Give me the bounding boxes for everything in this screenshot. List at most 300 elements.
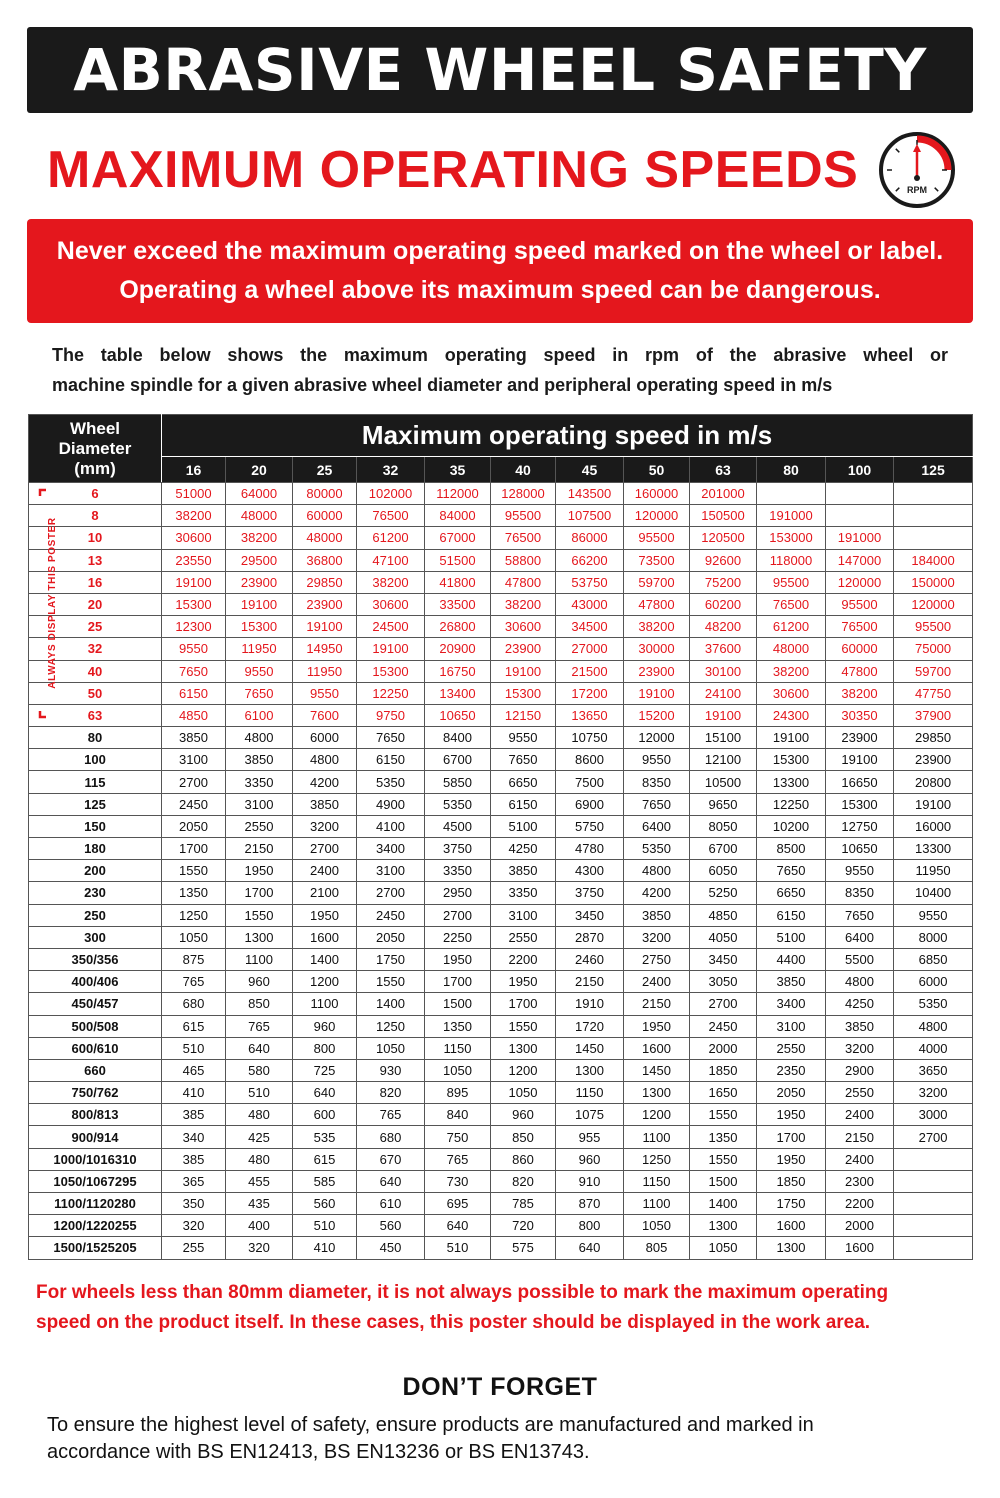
speed-cell: 1050 bbox=[690, 1237, 757, 1259]
intro-line-1: The table below shows the maximum operating speed in rpm of the abrasive wheel or bbox=[52, 345, 948, 365]
speed-cell: 20900 bbox=[425, 638, 491, 660]
speed-cell: 75200 bbox=[690, 571, 757, 593]
speed-cell: 3100 bbox=[226, 793, 293, 815]
speed-cell bbox=[894, 1148, 973, 1170]
speed-cell: 16000 bbox=[894, 815, 973, 837]
speed-cell: 1600 bbox=[826, 1237, 894, 1259]
speed-cell: 385 bbox=[162, 1148, 226, 1170]
speed-cell bbox=[894, 1193, 973, 1215]
diameter-cell: 1200/1220255 bbox=[29, 1215, 162, 1237]
speed-cell: 23900 bbox=[226, 571, 293, 593]
speed-cell: 8350 bbox=[826, 882, 894, 904]
speed-cell: 1950 bbox=[293, 904, 357, 926]
table-row bbox=[29, 882, 973, 904]
speed-cell: 6000 bbox=[293, 727, 357, 749]
speed-cell: 38200 bbox=[624, 616, 690, 638]
table-row bbox=[29, 926, 973, 948]
speed-cell: 930 bbox=[357, 1059, 425, 1081]
speed-cell: 2300 bbox=[826, 1170, 894, 1192]
speed-cell: 785 bbox=[491, 1193, 556, 1215]
speed-cell: 38200 bbox=[826, 682, 894, 704]
speed-cell: 12250 bbox=[357, 682, 425, 704]
speed-cell: 805 bbox=[624, 1237, 690, 1259]
diameter-cell: 63 bbox=[29, 704, 162, 726]
speed-cell: 59700 bbox=[894, 660, 973, 682]
diameter-cell: 600/610 bbox=[29, 1037, 162, 1059]
diameter-cell: 500/508 bbox=[29, 1015, 162, 1037]
speed-cell: 4800 bbox=[293, 749, 357, 771]
speed-cell: 53750 bbox=[556, 571, 624, 593]
speed-cell: 2000 bbox=[690, 1037, 757, 1059]
speed-cell: 2400 bbox=[826, 1104, 894, 1126]
speed-cell: 1700 bbox=[491, 993, 556, 1015]
speed-cell: 960 bbox=[226, 971, 293, 993]
speed-cell: 340 bbox=[162, 1126, 226, 1148]
speed-cell: 2050 bbox=[357, 926, 425, 948]
speed-cell: 150500 bbox=[690, 505, 757, 527]
speed-cell: 30600 bbox=[162, 527, 226, 549]
speed-cell: 4800 bbox=[826, 971, 894, 993]
speed-cell: 2000 bbox=[826, 1215, 894, 1237]
speed-column-header: 50 bbox=[624, 457, 690, 483]
speed-cell: 2550 bbox=[491, 926, 556, 948]
speed-cell: 6150 bbox=[491, 793, 556, 815]
diameter-cell: 1000/1016310 bbox=[29, 1148, 162, 1170]
speed-cell: 4200 bbox=[624, 882, 690, 904]
speed-cell: 680 bbox=[357, 1126, 425, 1148]
speed-cell: 59700 bbox=[624, 571, 690, 593]
speed-cell: 86000 bbox=[556, 527, 624, 549]
diameter-cell: 40 bbox=[29, 660, 162, 682]
table-row bbox=[29, 527, 973, 549]
table-row bbox=[29, 727, 973, 749]
diameter-cell: 800/813 bbox=[29, 1104, 162, 1126]
poster-subtitle: MAXIMUM OPERATING SPEEDS bbox=[47, 141, 859, 199]
speed-column-header: 45 bbox=[556, 457, 624, 483]
speed-cell: 95500 bbox=[826, 593, 894, 615]
speed-cell: 12250 bbox=[757, 793, 826, 815]
diameter-cell: 32 bbox=[29, 638, 162, 660]
speed-cell: 3100 bbox=[757, 1015, 826, 1037]
speed-cell: 535 bbox=[293, 1126, 357, 1148]
speed-cell: 23900 bbox=[826, 727, 894, 749]
speed-cell: 9550 bbox=[491, 727, 556, 749]
speed-cell: 6700 bbox=[425, 749, 491, 771]
speed-cell: 7600 bbox=[293, 704, 357, 726]
speed-cell: 7650 bbox=[757, 860, 826, 882]
side-label-bracket bbox=[30, 487, 70, 720]
speed-cell: 30000 bbox=[624, 638, 690, 660]
speed-cell: 2150 bbox=[826, 1126, 894, 1148]
speed-cell: 480 bbox=[226, 1148, 293, 1170]
table-row bbox=[29, 1193, 973, 1215]
table-row bbox=[29, 593, 973, 615]
speed-cell: 38200 bbox=[491, 593, 556, 615]
speed-cell: 400 bbox=[226, 1215, 293, 1237]
speed-cell: 23900 bbox=[491, 638, 556, 660]
diameter-cell: 25 bbox=[29, 616, 162, 638]
speed-cell: 1100 bbox=[624, 1126, 690, 1148]
speed-cell: 1950 bbox=[624, 1015, 690, 1037]
speed-cell: 765 bbox=[357, 1104, 425, 1126]
speed-cell: 11950 bbox=[226, 638, 293, 660]
speed-cell: 75000 bbox=[894, 638, 973, 660]
speed-cell: 118000 bbox=[757, 549, 826, 571]
speed-cell: 2550 bbox=[226, 815, 293, 837]
speed-cell: 6000 bbox=[894, 971, 973, 993]
speed-cell: 615 bbox=[293, 1148, 357, 1170]
speed-cell: 26800 bbox=[425, 616, 491, 638]
speed-cell: 435 bbox=[226, 1193, 293, 1215]
speed-cell: 36800 bbox=[293, 549, 357, 571]
speed-cell: 3450 bbox=[690, 948, 757, 970]
speed-cell: 120000 bbox=[624, 505, 690, 527]
speed-cell: 1700 bbox=[226, 882, 293, 904]
speed-cell: 510 bbox=[425, 1237, 491, 1259]
speed-cell: 455 bbox=[226, 1170, 293, 1192]
speed-cell: 1950 bbox=[226, 860, 293, 882]
speed-cell: 1950 bbox=[425, 948, 491, 970]
speed-cell bbox=[894, 1215, 973, 1237]
speed-cell: 24100 bbox=[690, 682, 757, 704]
speed-cell: 2200 bbox=[491, 948, 556, 970]
speed-cell: 1600 bbox=[624, 1037, 690, 1059]
side-label-text: ALWAYS DISPLAY THIS POSTER bbox=[47, 517, 58, 689]
speed-cell: 23900 bbox=[894, 749, 973, 771]
speed-cell: 5350 bbox=[624, 838, 690, 860]
speed-cell: 1250 bbox=[357, 1015, 425, 1037]
speed-cell: 640 bbox=[357, 1170, 425, 1192]
speed-cell: 1550 bbox=[226, 904, 293, 926]
table-row bbox=[29, 1082, 973, 1104]
speed-cell: 1300 bbox=[556, 1059, 624, 1081]
speed-cell: 67000 bbox=[425, 527, 491, 549]
table-row bbox=[29, 749, 973, 771]
speed-cell: 48000 bbox=[293, 527, 357, 549]
speed-cell: 84000 bbox=[425, 505, 491, 527]
speed-cell: 8050 bbox=[690, 815, 757, 837]
speed-cell: 1550 bbox=[162, 860, 226, 882]
speed-cell: 1720 bbox=[556, 1015, 624, 1037]
speed-cell: 8000 bbox=[894, 926, 973, 948]
diameter-cell: 1500/1525205 bbox=[29, 1237, 162, 1259]
table-row bbox=[29, 1037, 973, 1059]
speed-cell: 2250 bbox=[425, 926, 491, 948]
speed-cell: 184000 bbox=[894, 549, 973, 571]
diameter-cell: 250 bbox=[29, 904, 162, 926]
speed-cell: 465 bbox=[162, 1059, 226, 1081]
speed-cell: 15300 bbox=[491, 682, 556, 704]
speed-cell: 3850 bbox=[226, 749, 293, 771]
speed-cell: 30350 bbox=[826, 704, 894, 726]
diameter-cell: 100 bbox=[29, 749, 162, 771]
speed-cell: 1100 bbox=[226, 948, 293, 970]
speed-cell: 38200 bbox=[757, 660, 826, 682]
table-row bbox=[29, 771, 973, 793]
speed-cell: 765 bbox=[425, 1148, 491, 1170]
speed-cell: 24300 bbox=[757, 704, 826, 726]
speed-cell: 8350 bbox=[624, 771, 690, 793]
speed-cell: 48200 bbox=[690, 616, 757, 638]
speed-cell: 1700 bbox=[425, 971, 491, 993]
final-note bbox=[47, 1412, 957, 1466]
speed-cell bbox=[826, 483, 894, 505]
speed-cell: 7650 bbox=[226, 682, 293, 704]
speed-cell: 2460 bbox=[556, 948, 624, 970]
speed-cell: 6050 bbox=[690, 860, 757, 882]
speed-cell: 3200 bbox=[624, 926, 690, 948]
speed-cell: 48000 bbox=[757, 638, 826, 660]
speed-cell: 9550 bbox=[894, 904, 973, 926]
speed-cell: 47800 bbox=[826, 660, 894, 682]
speed-cell: 9550 bbox=[293, 682, 357, 704]
speed-cell: 9550 bbox=[826, 860, 894, 882]
speed-cell: 1650 bbox=[690, 1082, 757, 1104]
diameter-cell: 1100/1120280 bbox=[29, 1193, 162, 1215]
table-row bbox=[29, 860, 973, 882]
speed-cell: 2870 bbox=[556, 926, 624, 948]
speed-cell: 120000 bbox=[894, 593, 973, 615]
speed-cell: 1350 bbox=[690, 1126, 757, 1148]
speed-cell: 51000 bbox=[162, 483, 226, 505]
speed-cell: 8500 bbox=[757, 838, 826, 860]
speed-cell: 2900 bbox=[826, 1059, 894, 1081]
speed-cell: 3450 bbox=[556, 904, 624, 926]
speed-cell: 510 bbox=[293, 1215, 357, 1237]
speed-cell: 4800 bbox=[894, 1015, 973, 1037]
speed-cell: 3750 bbox=[425, 838, 491, 860]
speed-cell: 6900 bbox=[556, 793, 624, 815]
speed-cell: 19100 bbox=[624, 682, 690, 704]
speed-cell: 5100 bbox=[491, 815, 556, 837]
footnote-line-1: For wheels less than 80mm diameter, it is not always possible to mark the maximum operating bbox=[36, 1282, 889, 1303]
speed-cell: 19100 bbox=[293, 616, 357, 638]
speed-cell: 11950 bbox=[293, 660, 357, 682]
speed-cell: 3200 bbox=[894, 1082, 973, 1104]
speed-cell: 580 bbox=[226, 1059, 293, 1081]
speed-cell: 895 bbox=[425, 1082, 491, 1104]
dont-forget-heading: DON’T FORGET bbox=[402, 1373, 598, 1401]
speed-cell: 24500 bbox=[357, 616, 425, 638]
speed-cell: 2400 bbox=[293, 860, 357, 882]
speed-cell: 9750 bbox=[357, 704, 425, 726]
speed-cell: 1200 bbox=[293, 971, 357, 993]
speed-cell: 410 bbox=[293, 1237, 357, 1259]
diameter-cell: 13 bbox=[29, 549, 162, 571]
table-row bbox=[29, 1015, 973, 1037]
speed-cell: 2550 bbox=[757, 1037, 826, 1059]
speed-cell: 960 bbox=[293, 1015, 357, 1037]
table-row bbox=[29, 616, 973, 638]
speed-cell: 76500 bbox=[357, 505, 425, 527]
speed-cell: 38200 bbox=[357, 571, 425, 593]
speed-cell: 3850 bbox=[757, 971, 826, 993]
speed-cell: 37600 bbox=[690, 638, 757, 660]
speed-cell: 2400 bbox=[826, 1148, 894, 1170]
speed-cell: 15300 bbox=[357, 660, 425, 682]
speed-cell: 43000 bbox=[556, 593, 624, 615]
speed-cell: 5100 bbox=[757, 926, 826, 948]
speed-cell: 1050 bbox=[491, 1082, 556, 1104]
speed-cell: 47800 bbox=[491, 571, 556, 593]
rpm-gauge-icon bbox=[877, 130, 957, 210]
speed-cell: 640 bbox=[226, 1037, 293, 1059]
speed-cell: 112000 bbox=[425, 483, 491, 505]
speed-cell: 47750 bbox=[894, 682, 973, 704]
speed-cell: 15300 bbox=[162, 593, 226, 615]
speed-cell bbox=[894, 505, 973, 527]
speed-cell: 320 bbox=[226, 1237, 293, 1259]
speed-cell: 7650 bbox=[624, 793, 690, 815]
speed-cell: 38200 bbox=[226, 527, 293, 549]
speed-cell: 1910 bbox=[556, 993, 624, 1015]
speed-cell: 10650 bbox=[826, 838, 894, 860]
speed-cell: 27000 bbox=[556, 638, 624, 660]
speed-column-header: 35 bbox=[425, 457, 491, 483]
speed-cell: 30600 bbox=[357, 593, 425, 615]
speed-cell: 3400 bbox=[757, 993, 826, 1015]
diameter-cell: 350/356 bbox=[29, 948, 162, 970]
speed-cell: 58800 bbox=[491, 549, 556, 571]
speed-cell: 15300 bbox=[757, 749, 826, 771]
speed-cell: 51500 bbox=[425, 549, 491, 571]
speed-cell: 3100 bbox=[491, 904, 556, 926]
speed-cell: 5250 bbox=[690, 882, 757, 904]
speed-table bbox=[28, 414, 973, 1260]
diameter-cell: 180 bbox=[29, 838, 162, 860]
table-row bbox=[29, 660, 973, 682]
speed-cell: 1050 bbox=[357, 1037, 425, 1059]
table-row bbox=[29, 838, 973, 860]
speed-cell: 191000 bbox=[826, 527, 894, 549]
speed-cell: 2700 bbox=[293, 838, 357, 860]
speed-cell: 80000 bbox=[293, 483, 357, 505]
speed-cell: 4780 bbox=[556, 838, 624, 860]
speed-cell: 95500 bbox=[491, 505, 556, 527]
speed-cell: 425 bbox=[226, 1126, 293, 1148]
speed-cell: 1300 bbox=[690, 1215, 757, 1237]
speed-cell bbox=[757, 483, 826, 505]
speed-cell: 7650 bbox=[357, 727, 425, 749]
speed-cell: 4850 bbox=[690, 904, 757, 926]
speed-cell: 1950 bbox=[757, 1104, 826, 1126]
speed-cell: 1350 bbox=[425, 1015, 491, 1037]
speed-cell: 1400 bbox=[357, 993, 425, 1015]
speed-cell: 1200 bbox=[491, 1059, 556, 1081]
speed-cell: 4200 bbox=[293, 771, 357, 793]
speed-cell: 34500 bbox=[556, 616, 624, 638]
speed-cell: 23550 bbox=[162, 549, 226, 571]
speed-cell: 9550 bbox=[226, 660, 293, 682]
speed-cell: 6150 bbox=[162, 682, 226, 704]
speed-cell: 3650 bbox=[894, 1059, 973, 1081]
diameter-cell: 200 bbox=[29, 860, 162, 882]
speed-cell: 3200 bbox=[293, 815, 357, 837]
speed-cell: 12750 bbox=[826, 815, 894, 837]
speed-cell: 640 bbox=[293, 1082, 357, 1104]
speed-cell: 30600 bbox=[757, 682, 826, 704]
speed-column-header: 63 bbox=[690, 457, 757, 483]
diameter-cell: 750/762 bbox=[29, 1082, 162, 1104]
speed-cell: 61200 bbox=[357, 527, 425, 549]
speed-cell: 13300 bbox=[757, 771, 826, 793]
speed-cell: 910 bbox=[556, 1170, 624, 1192]
speed-column-header: 20 bbox=[226, 457, 293, 483]
speed-cell: 17200 bbox=[556, 682, 624, 704]
speed-cell: 725 bbox=[293, 1059, 357, 1081]
speed-column-header: 80 bbox=[757, 457, 826, 483]
speed-cell: 510 bbox=[162, 1037, 226, 1059]
speed-cell: 3850 bbox=[826, 1015, 894, 1037]
speed-column-header: 25 bbox=[293, 457, 357, 483]
speed-cell: 7650 bbox=[491, 749, 556, 771]
speed-cell: 4000 bbox=[894, 1037, 973, 1059]
speed-cell: 1300 bbox=[757, 1237, 826, 1259]
speed-cell: 955 bbox=[556, 1126, 624, 1148]
speed-cell: 4850 bbox=[162, 704, 226, 726]
speed-header: Maximum operating speed in m/s bbox=[162, 415, 973, 457]
table-row bbox=[29, 571, 973, 593]
speed-cell: 960 bbox=[556, 1148, 624, 1170]
speed-cell: 3050 bbox=[690, 971, 757, 993]
speed-cell: 8400 bbox=[425, 727, 491, 749]
speed-cell: 1300 bbox=[226, 926, 293, 948]
speed-cell: 820 bbox=[491, 1170, 556, 1192]
speed-cell: 1150 bbox=[425, 1037, 491, 1059]
speed-cell: 2700 bbox=[894, 1126, 973, 1148]
diameter-cell: 125 bbox=[29, 793, 162, 815]
speed-cell: 37900 bbox=[894, 704, 973, 726]
speed-cell: 4250 bbox=[826, 993, 894, 1015]
intro-text bbox=[52, 340, 948, 400]
speed-cell: 450 bbox=[357, 1237, 425, 1259]
speed-cell: 128000 bbox=[491, 483, 556, 505]
speed-cell: 1550 bbox=[690, 1148, 757, 1170]
speed-cell: 1100 bbox=[624, 1193, 690, 1215]
speed-cell: 120000 bbox=[826, 571, 894, 593]
speed-cell: 29500 bbox=[226, 549, 293, 571]
speed-cell: 2750 bbox=[624, 948, 690, 970]
speed-cell: 41800 bbox=[425, 571, 491, 593]
diameter-cell: 10 bbox=[29, 527, 162, 549]
diameter-cell: 20 bbox=[29, 593, 162, 615]
speed-cell: 1700 bbox=[162, 838, 226, 860]
speed-cell: 15300 bbox=[226, 616, 293, 638]
speed-cell: 4400 bbox=[757, 948, 826, 970]
speed-cell: 76500 bbox=[826, 616, 894, 638]
table-row bbox=[29, 993, 973, 1015]
speed-cell: 1150 bbox=[624, 1170, 690, 1192]
table-row bbox=[29, 549, 973, 571]
speed-cell: 19100 bbox=[757, 727, 826, 749]
speed-cell: 6400 bbox=[624, 815, 690, 837]
speed-cell: 5350 bbox=[894, 993, 973, 1015]
speed-cell: 1250 bbox=[162, 904, 226, 926]
table-row bbox=[29, 1237, 973, 1259]
speed-cell: 3850 bbox=[162, 727, 226, 749]
diameter-cell: 115 bbox=[29, 771, 162, 793]
footnote bbox=[36, 1278, 966, 1338]
speed-cell: 7650 bbox=[162, 660, 226, 682]
speed-cell: 61200 bbox=[757, 616, 826, 638]
speed-cell: 730 bbox=[425, 1170, 491, 1192]
diameter-cell: 900/914 bbox=[29, 1126, 162, 1148]
table-row bbox=[29, 971, 973, 993]
speed-cell: 66200 bbox=[556, 549, 624, 571]
table-row bbox=[29, 1126, 973, 1148]
speed-cell: 3750 bbox=[556, 882, 624, 904]
speed-cell: 15300 bbox=[826, 793, 894, 815]
